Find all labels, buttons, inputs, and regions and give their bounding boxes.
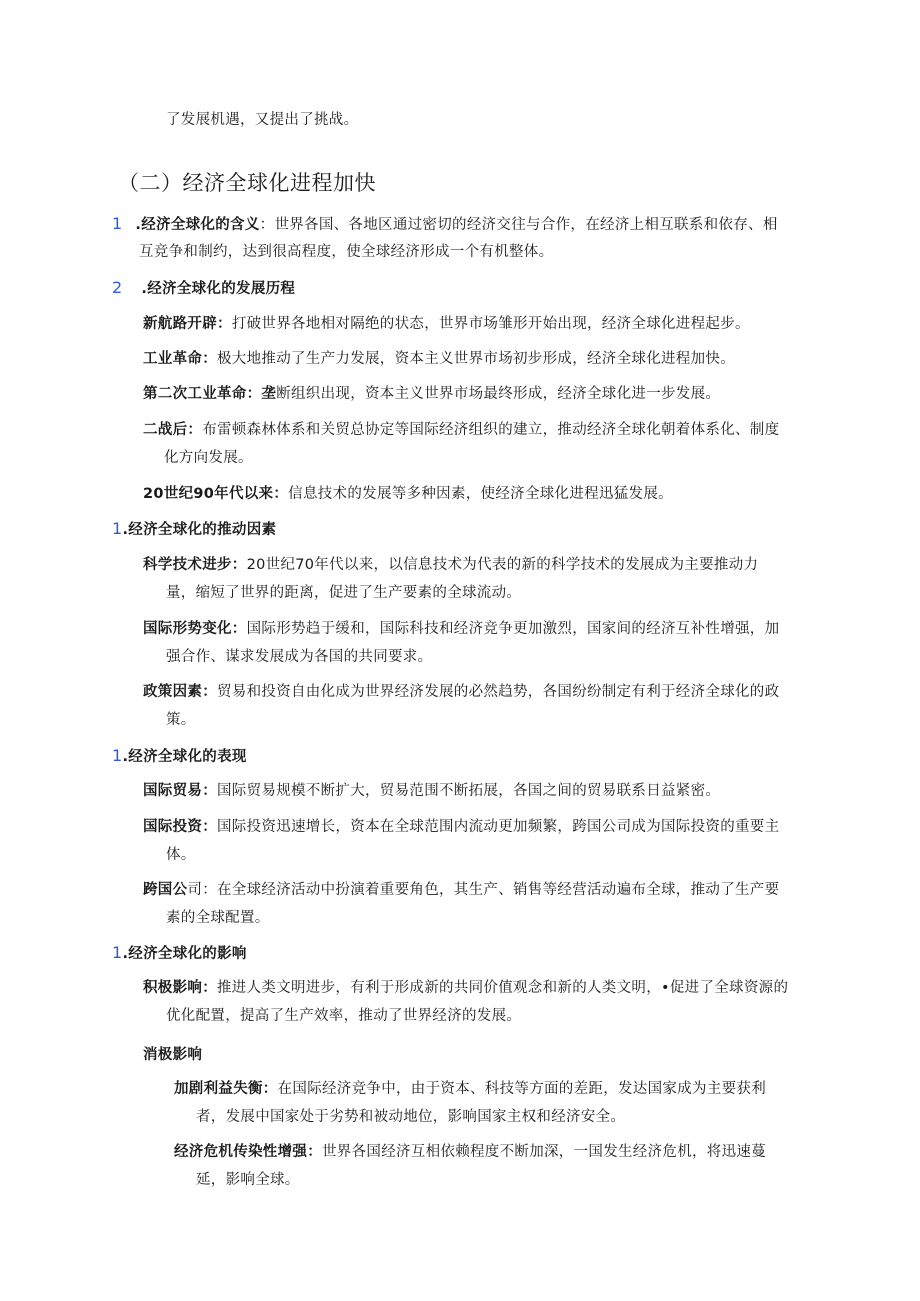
s4-item-3-text: 司：在全球经济活动中扮演着重要角色，其生产、销售等经营活动遍布全球，推动了生产要 xyxy=(187,882,780,898)
s3-item-2 xyxy=(143,619,779,639)
s2-item-4-line2: 化方向发展。 xyxy=(164,450,253,466)
s4-item-2 xyxy=(143,817,779,837)
s3-item-2-text: 国际形势趋于缓和，国际科技和经济竞争更加激烈，国家间的经济互补性增强，加 xyxy=(246,621,780,637)
s3-item-1 xyxy=(143,555,758,575)
s3-item-3 xyxy=(143,682,779,702)
s5-negative-1-text: 在国际经济竞争中，由于资本、科技等方面的差距，发达国家成为主要获利 xyxy=(277,1081,767,1097)
s4-item-3 xyxy=(143,880,779,900)
s2-item-2-text: 极大地推动了生产力发展，资本主义世界市场初步形成，经济全球化进程加快。 xyxy=(217,351,735,367)
s3-item-3-text: 贸易和投资自由化成为世界经济发展的必然趋势，各国纷纷制定有利于经济全球化的政 xyxy=(217,684,780,700)
s3-heading xyxy=(112,519,276,540)
s5-positive-label: 积极影响： xyxy=(143,980,217,996)
s2-item-2-label: 工业革命： xyxy=(143,351,217,367)
s2-title: .经济全球化的发展历程 xyxy=(141,281,296,297)
s2-item-5 xyxy=(143,484,673,504)
s2-item-1-label: 新航路开辟： xyxy=(143,316,232,332)
s4-item-3-line2: 素的全球配置。 xyxy=(166,910,270,926)
s1-line1: 世界各国、各地区通过密切的经济交往与合作，在经济上相互联系和依存、相 xyxy=(274,217,778,233)
s5-number: 1 xyxy=(112,943,123,962)
s5-positive xyxy=(143,978,788,998)
s4-number: 1 xyxy=(112,746,123,765)
s2-number: 2 xyxy=(112,278,123,297)
intro-tail: 了发展机遇，又提出了挑战。 xyxy=(166,112,359,128)
s4-item-3-label: 跨国公 xyxy=(143,882,188,898)
s5-negative-1-label: 加剧利益失衡： xyxy=(174,1081,278,1097)
s2-item-1 xyxy=(143,314,750,334)
s2-item-4 xyxy=(143,420,779,440)
s5-negative-1 xyxy=(174,1079,766,1099)
s1-number: 1 xyxy=(112,214,123,233)
s2-item-5-label: 20世纪90年代以来： xyxy=(143,486,289,502)
s4-item-1-label: 国际贸易： xyxy=(143,783,217,799)
s4-item-2-label: 国际投资： xyxy=(143,819,217,835)
s2-item-4-text: 布雷顿森林体系和关贸总协定等国际经济组织的建立，推动经济全球化朝着体系化、制度 xyxy=(202,422,780,438)
s3-number: 1 xyxy=(112,519,123,538)
s3-item-2-label: 国际形势变化： xyxy=(143,621,247,637)
s4-item-1 xyxy=(143,781,720,801)
s3-item-1-line2: 量，缩短了世界的距离，促进了生产要素的全球流动。 xyxy=(166,585,522,601)
s5-negative-title: 消极影响 xyxy=(143,1047,203,1063)
s2-item-1-text: 打破世界各地相对隔绝的状态，世界市场雏形开始出现，经济全球化进程起步。 xyxy=(231,316,750,332)
s2-item-3 xyxy=(143,384,720,404)
s5-negative-1-line2: 者，发展中国家处于劣势和被动地位，影响国家主权和经济安全。 xyxy=(196,1109,626,1125)
s5-negative-2-label: 经济危机传染性增强： xyxy=(174,1144,322,1160)
s3-title: .经济全球化的推动因素 xyxy=(122,522,277,538)
s4-item-2-text: 国际投资迅速增长，资本在全球范围内流动更加频繁，跨国公司成为国际投资的重要主 xyxy=(217,819,780,835)
s2-item-4-label: 二战后： xyxy=(143,422,203,438)
s2-item-2 xyxy=(143,349,735,369)
s1-title: .经济全球化的含义 xyxy=(135,217,260,233)
s3-item-3-line2: 策。 xyxy=(166,712,196,728)
s3-item-3-label: 政策因素： xyxy=(143,684,217,700)
s2-item-5-text: 信息技术的发展等多种因素，使经济全球化进程迅猛发展。 xyxy=(288,486,673,502)
s1-heading xyxy=(112,214,778,235)
s2-heading xyxy=(112,278,295,299)
s5-negative-2-text: 世界各国经济互相依赖程度不断加深，一国发生经济危机，将迅速蔓 xyxy=(322,1144,766,1160)
s2-item-3-text: 断组织出现，资本主义世界市场最终形成，经济全球化进一步发展。 xyxy=(276,386,721,402)
section-title: （二）经济全球化进程加快 xyxy=(118,171,376,195)
s4-heading xyxy=(112,746,247,767)
s5-positive-line2: 优化配置，提高了生产效率，推动了世界经济的发展。 xyxy=(166,1008,522,1024)
s5-title: .经济全球化的影响 xyxy=(122,946,247,962)
s5-heading xyxy=(112,943,247,964)
s2-item-3-label: 第二次工业革命：垄 xyxy=(143,386,277,402)
s5-negative-2 xyxy=(174,1142,766,1162)
s1-line2: 互竞争和制约，达到很高程度，使全球经济形成一个有机整体。 xyxy=(139,244,554,260)
s3-item-2-line2: 强合作、谋求发展成为各国的共同要求。 xyxy=(166,649,433,665)
s5-positive-text: 推进人类文明进步，有利于形成新的共同价值观念和新的人类文明，•促进了全球资源的 xyxy=(217,980,789,996)
s5-negative-2-line2: 延，影响全球。 xyxy=(196,1172,300,1188)
s4-title: .经济全球化的表现 xyxy=(122,749,247,765)
s1-sep: ： xyxy=(259,217,275,233)
s4-item-2-line2: 体。 xyxy=(166,847,196,863)
s3-item-1-text: 20世纪70年代以来，以信息技术为代表的新的科学技术的发展成为主要推动力 xyxy=(246,557,759,573)
s3-item-1-label: 科学技术进步： xyxy=(143,557,247,573)
s4-item-1-text: 国际贸易规模不断扩大，贸易范围不断拓展，各国之间的贸易联系日益紧密。 xyxy=(217,783,721,799)
